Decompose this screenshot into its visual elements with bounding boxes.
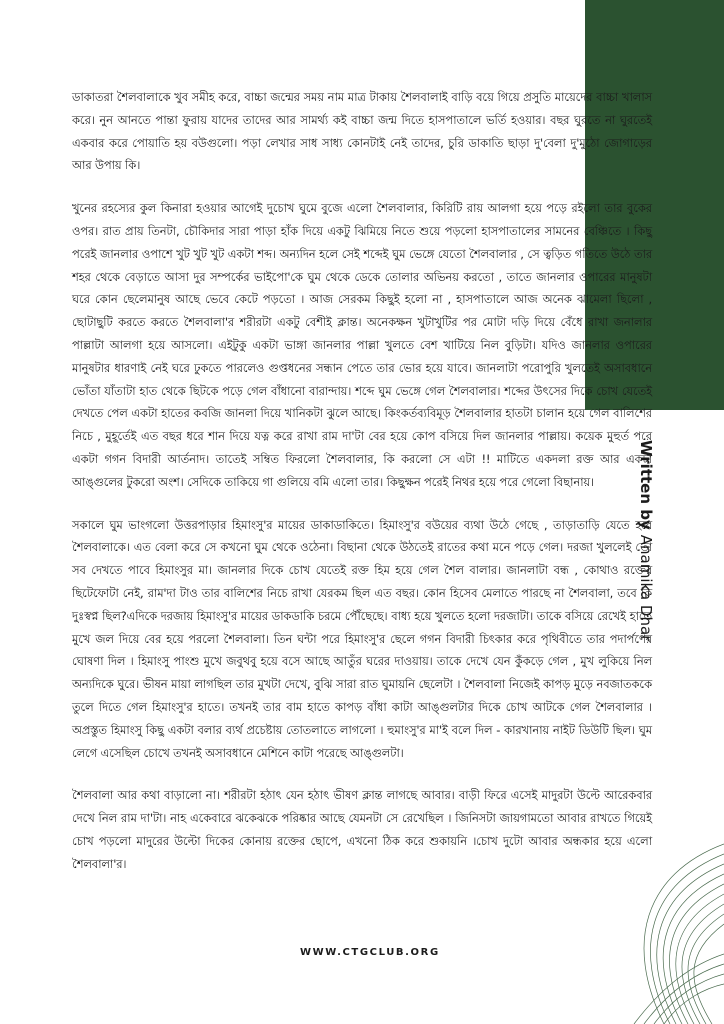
article-body (72, 86, 652, 896)
paragraph-2: খুনের রহস্যের কুল কিনারা হওয়ার আগেই দুচোখ ঘুমে বুজে এলো শৈলবালার, কিরিটি রায় আলগা হয়ে পড়ে রইলো তার বুকের ওপর। রাত প্রায় তিনটা, চৌকিদার সারা পাড়া হাঁক দিয়ে একটু ঝিমিয়ে নিতে শুয়ে পড়লো হাসপাতালের সামনের বেঞ্চিতে । কিছু পরেই জানলার ওপাশে খুট খুট খুট একটা শব্দ। অন্যদিন হলে সেই শব্দেই ঘুম ভেঙ্গে যেতো শৈলবালার , সে ত্বড়িত গতিতে উঠে তার শহর থেকে বেড়াতে আসা দুর সম্পর্কের ভাইপো'কে ঘুম থেকে ডেকে তোলার অভিনয় করতো , তাতে জানলার ওপারের মানুষটা ঘরে কোন ছেলেমানুষ আছে ভেবে কেটে পড়তো । আজ সেরকম কিছুই হলো না , হাসপাতালে আজ অনেক ঝামেলা ছিলো , ছোটাছুটি করতে করতে শৈলবালা'র শরীরটা একটু বেশীই ক্লান্ত। অনেকক্ষন খুটাখুটির পর মোটা দড়ি দিয়ে বেঁধে রাখা জনালার পাল্লাটা আলগা হয়ে আসলো। এইটুকু একটা ভাঙ্গা জানলার পাল্লা খুলতে বেশ খাটিয়ে নিল বুড়িটা। যদিও জানলার ওপারের মানুষটার ধারণাই নেই ঘরে ঢুকতে পারলেও গুপ্তধনের সন্ধান পেতে তার ভোর হয়ে যাবে। জানলাটা পরোপুরি খুলতেই অসাবধানে ভোঁতা যাঁতাটা হাত থেকে ছিটকে পড়ে গেল বাঁধানো বারান্দায়। শব্দে ঘুম ভেঙ্গে গেল শৈলবালার। শব্দের উৎসের দিকে চোখ যেতেই দেখতে পেল একটা হাতের কবজি জানলা দিয়ে খানিকটা ঝুলে আছে। কিংকর্তব্যবিমূড় শৈলবালার হাতটা চালান হয়ে গেল বালিশের নিচে , মুহূর্তেই এত বছর ধরে শান দিয়ে যত্ন করে রাখা রাম দা'টা বের হয়ে কোপ বসিয়ে দিল জানলার পাল্লায়। কয়েক মুহুর্ত পরে একটা গগন বিদারী আর্তনাদ। তাতেই সম্বিত ফিরলো শৈলবালার, কি করলো সে এটা !! মাটিতে একদলা রক্ত আর একটা আঙ্গুলের টুকরো অংশ। সেদিকে তাকিয়ে গা গুলিয়ে বমি এলো তার। কিছুক্ষন পরেই নিথর হয়ে পরে গেলো বিছানায়। (72, 201, 652, 489)
byline-label: Written by (637, 440, 655, 530)
paragraph-4: শৈলবালা আর কথা বাড়ালো না। শরীরটা হঠাৎ যেন হঠাৎ ভীষণ ক্লান্ত লাগছে আবার। বাড়ী ফিরে এসেই মাদুরটা উল্টে আরেকবার দেখে নিল রাম দা'টা। নাহ একেবারে ঝকেঝকে পরিষ্কার আছে যেমনটা সে রেখেছিল । জিনিসটা জায়গামতো আবার রাখতে গিয়েই চোখ পড়লো মাদুরের উল্টো দিকের কোনায় রক্তের ছোপে, এখনো ঠিক করে শুকায়নি ।চোখ দুটো আবার অন্ধকার হয়ে এলো শৈলবালা'র। (72, 788, 652, 871)
paragraph-1: ডাকাতরা শৈলবালাকে খুব সমীহ করে, বাচ্চা জন্মের সময় নাম মাত্র টাকায় শৈলবালাই বাড়ি বয়ে গিয়ে প্রসুতি মায়েদের বাচ্চা খালাস করে। নুন আনতে পান্তা ফুরায় যাদের তাদের আর সামর্থ্য কই বাচ্চা জন্ম দিতে হাসপাতালে ভর্তি হওয়ার। বছর ঘুরতে না ঘুরতেই একবার করে পোয়াতি হয় বউগুলো। পড়া লেখার সাধ সাধ্য কোনটাই নেই তাদের, চুরি ডাকাতি ছাড়া দু'বেলা দু'মুঠো জোগাড়ের আর উপায় কি। (72, 90, 652, 173)
footer-website-link[interactable]: WWW.CTGCLUB.ORG (300, 947, 440, 958)
decorative-wave-lines (604, 804, 724, 1024)
author-name: Anamika Dhar (637, 534, 655, 642)
paragraph-3: সকালে ঘুম ভাংগলো উত্তরপাড়ার হিমাংসু'র মায়ের ডাকাডাকিতে। হিমাংসু'র বউয়ের ব্যথা উঠে গেছে , তাড়াতাড়ি যেতে হবে শৈলবালাকে। এত বেলা করে সে কখনো ঘুম থেকে ওঠেনা। বিছানা থেকে উঠতেই রাতের কথা মনে পড়ে গেল। দরজা খুললেই তো সব দেখতে পাবে হিমাংসুর মা। জানলার দিকে চোখ যেতেই রক্ত হিম হয়ে গেল শৈল বালার। জানলাটা বন্ধ , কোথাও রক্তের ছিটেফোটা নেই, রাম'দা টাও তার বালিশের নিচে রাখা যেরকম ছিল এত বছর। কোন হিসেব মেলাতে পারছে না শৈলবালা, তবে কি দুঃস্বপ্ন ছিল?এদিকে দরজায় হিমাংসু'র মায়ের ডাকডাকি চরমে পৌঁছেছে। বাধ্য হয়ে খুলতে হলো দরজাটা। তাকে বসিয়ে রেখেই হাতে মুখে জল দিয়ে বের হয়ে পরলো শৈলবালা। তিন ঘন্টা পরে হিমাংসু'র ছেলে গগন বিদারী চিৎকার করে পৃথিবীতে তার পদার্পণের ঘোষণা দিল । হিমাংসু পাংশু মুখে জবুথবু হয়ে বসে আছে আতুঁর ঘরের দাওয়ায়। তাকে দেখে যেন কুঁকড়ে গেল , মুখ লুকিয়ে নিল অন্যদিকে ঘুরে। ভীষন মায়া লাগছিল তার মুখটা দেখে, বুঝি সারা রাত ঘুমায়নি ছেলেটা । শৈলবালা নিজেই কাপড় মুড়ে নবজাতককে তুলে দিতে গেল হিমাংসু'র হাতে। তখনই তার বাম হাতে কাপড় বাঁধা কাটা আঙ্গুলটার দিকে চোখ আটকে গেল শৈলবালার । অপ্রস্তুত হিমাংসু কিছু একটা বলার ব্যর্থ প্রচেষ্টায় তোতলাতে লাগলো । হুমাংসু'র মা'ই বলে দিল - কারখানায় নাইট ডিউটি ছিল। ঘুম লেগে এসেছিল চোখে তখনই অসাবধানে মেশিনে কাটা পরেছে আঙ্গুলটা। (72, 517, 652, 760)
